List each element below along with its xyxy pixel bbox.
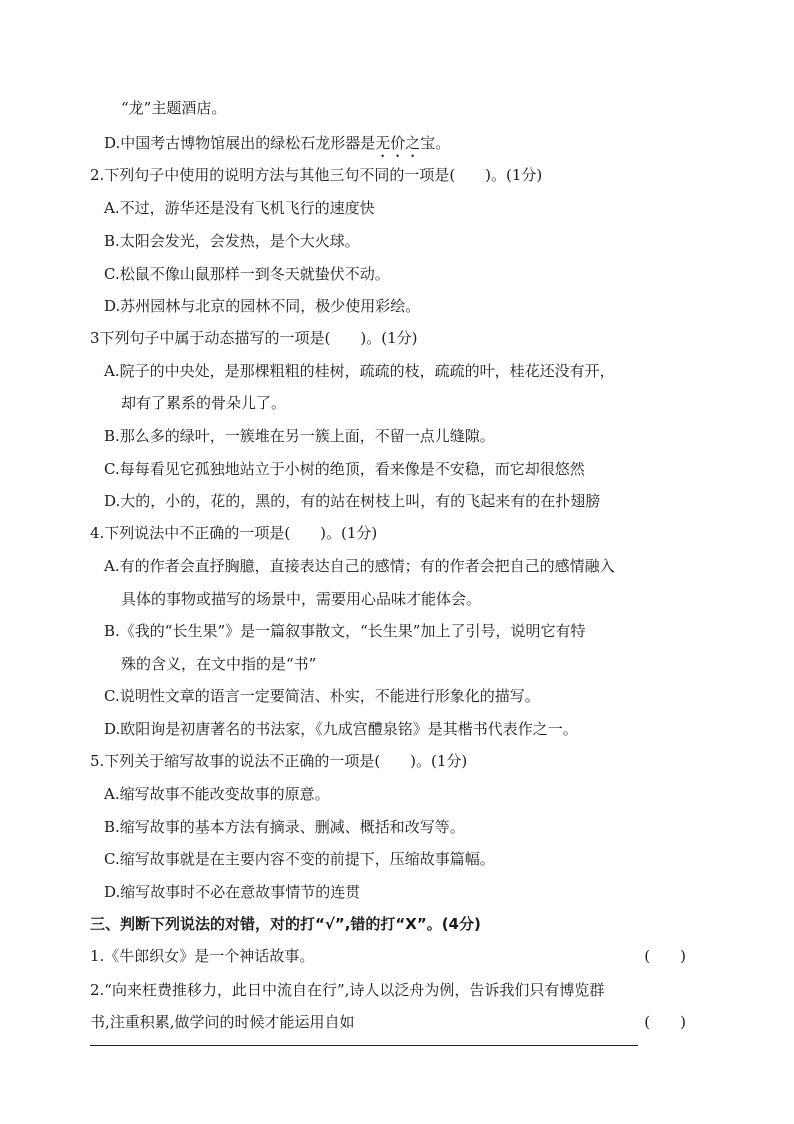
judgment-1-text: 1.《牛郎织女》是一个神话故事。	[90, 947, 315, 965]
q2-option-c: C.松鼠不像山鼠那样一到冬天就蛰伏不动。	[104, 265, 390, 283]
question-2: 2.下列句子中使用的说明方法与其他三句不同的一项是( )。(1分)	[90, 166, 543, 184]
q1d-emphasized: 无价之	[375, 134, 421, 152]
question-3: 3下列句子中属于动态描写的一项是( )。(1分)	[90, 329, 418, 347]
judgment-2: 2.“向来枉费推移力，此日中流自在行”,诗人以泛舟为例，告诉我们只有博览群	[90, 981, 605, 999]
q5-option-c: C.缩写故事就是在主要内容不变的前提下，压缩故事篇幅。	[104, 850, 495, 868]
q4-option-a-continuation: 具体的事物或描写的场景中，需要用心品味才能体会。	[121, 590, 482, 608]
judgment-1-answer-blank[interactable]: ( )	[644, 947, 686, 965]
footer-divider	[90, 1045, 638, 1046]
judgment-2-continuation	[90, 1012, 686, 1032]
question-4: 4.下列说法中不正确的一项是( )。(1分)	[90, 524, 378, 542]
q3-option-b: B.那么多的绿叶，一簇堆在另一簇上面，不留一点儿缝隙。	[104, 427, 495, 445]
judgment-2-text: 书,注重积累,做学问的时候才能运用自如	[90, 1013, 355, 1031]
question-5: 5.下列关于缩写故事的说法不正确的一项是( )。(1分)	[90, 752, 468, 770]
section-3-heading: 三、判断下列说法的对错，对的打“√”,错的打“X”。(4分)	[90, 915, 481, 933]
q5-option-a: A.缩写故事不能改变故事的原意。	[104, 785, 330, 803]
judgment-2-answer-blank[interactable]: ( )	[644, 1013, 686, 1031]
q3-option-c: C.每每看见它孤独地站立于小树的绝顶，看来像是不安稳，而它却很悠然	[104, 460, 585, 478]
q4-option-b-continuation: 殊的含义，在文中指的是“书”	[121, 655, 317, 673]
q1d-text: D.中国考古博物馆展出的绿松石龙形器是	[104, 134, 376, 152]
q3-option-a: A.院子的中央处，是那棵粗粗的桂树，疏疏的枝，疏疏的叶，桂花还没有开，	[104, 362, 615, 380]
q4-option-a: A.有的作者会直抒胸臆，直接表达自己的感情；有的作者会把自己的感情融入	[104, 557, 615, 575]
q4-option-c: C.说明性文章的语言一定要简洁、朴实，不能进行形象化的描写。	[104, 687, 540, 705]
q1d-suffix: 宝。	[420, 134, 451, 152]
q3-option-d: D.大的，小的，花的，黑的，有的站在树枝上叫，有的飞起来有的在扑翅膀	[104, 492, 601, 510]
q5-option-b: B.缩写故事的基本方法有摘录、删减、概括和改写等。	[104, 818, 465, 836]
q4-option-d: D.欧阳询是初唐著名的书法家，《九成宫醴泉铭》是其楷书代表作之一。	[104, 720, 578, 738]
q1-option-d	[104, 133, 450, 161]
q2-option-d: D.苏州园林与北京的园林不同，极少使用彩绘。	[104, 297, 421, 315]
q5-option-d: D.缩写故事时不必在意故事情节的连贯	[104, 883, 361, 901]
judgment-1	[90, 946, 686, 966]
q1c-continuation: “龙”主题酒店。	[121, 99, 227, 117]
q2-option-b: B.太阳会发光，会发热，是个大火球。	[104, 232, 360, 250]
q4-option-b: B.《我的“长生果”》是一篇叙事散文，“长生果”加上了引号，说明它有特	[104, 622, 586, 640]
q3-option-a-continuation: 却有了累系的骨朵儿了。	[121, 394, 287, 412]
q2-option-a: A.不过，游华还是没有飞机飞行的速度快	[104, 199, 375, 217]
